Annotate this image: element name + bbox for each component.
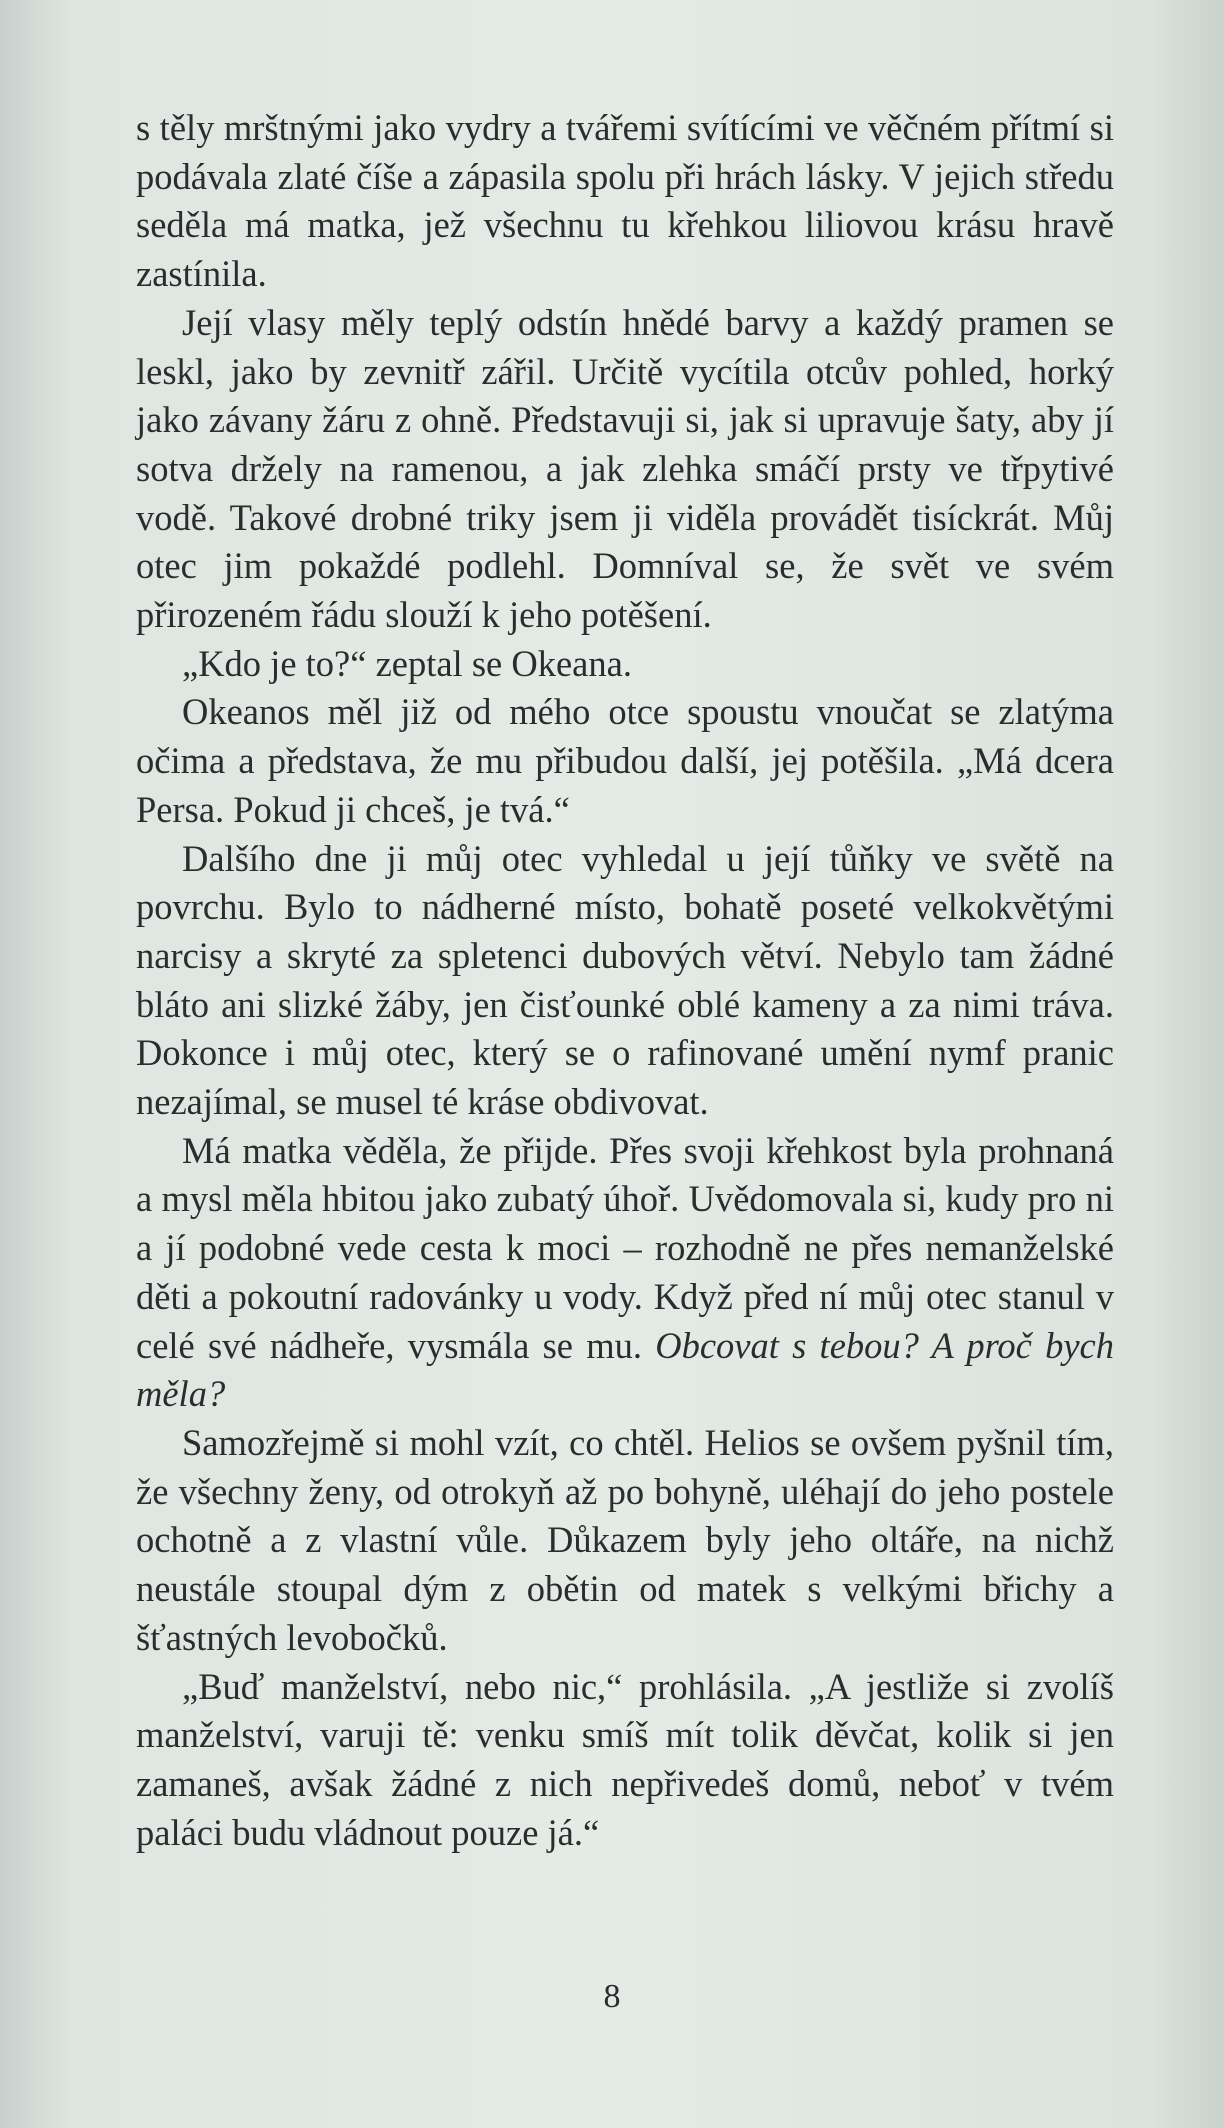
paragraph-7: Samozřejmě si mohl vzít, co chtěl. Helios se ovšem pyšnil tím, že všechny ženy, od otrokyň až po bohyně, uléhají do jeho postele ochotně a z vlastní vůle. Důkazem byly jeho oltáře, na nichž neustále stoupal dým z obětin od matek s velkými břichy a šťastných levobočků. — [136, 1421, 1114, 1658]
italic-phrase: Obcovat s tebou? A proč bych měla? — [136, 1324, 1115, 1415]
paragraph-5: Dalšího dne ji můj otec vyhledal u její tůňky ve světě na povrchu. Bylo to nádherné místo, bohatě poseté velkokvětými narcisy a skryté za spletenci dubových větví. Nebylo tam žádné bláto ani slizké žáby, jen čisťounké oblé kameny a za nimi tráva. Dokonce i můj otec, který se o rafinované umění nymf pranic nezajímal, se musel té kráse obdivovat. — [136, 837, 1114, 1123]
paragraph-6-text: Má matka věděla, že přijde. Přes svoji křehkost byla prohnaná a mysl měla hbitou jako zubatý úhoř. Uvědomovala si, kudy pro ni a jí podobné vede cesta k moci – rozhodně ne přes nemanželské děti a pokoutní radovánky u vody. Když před ní můj otec stanul v celé své nádheře, vysmála se mu. — [136, 1129, 1114, 1366]
paragraph-2: Její vlasy měly teplý odstín hnědé barvy a každý pramen se leskl, jako by zevnitř zářil. Určitě vycítila otcův pohled, horký jako závany žáru z ohně. Představuji si, jak si upravuje šaty, aby jí sotva držely na ramenou, a jak zlehka smáčí prsty ve třpytivé vodě. Takové drobné triky jsem ji viděla provádět tisíckrát. Můj otec jim pokaždé podlehl. Domníval se, že svět ve svém přirozeném řádu slouží k jeho potěšení. — [136, 301, 1114, 636]
paragraph-1: s těly mrštnými jako vydry a tvářemi svítícími ve věčném přítmí si podávala zlaté číše a zápasila spolu při hrách lásky. V jejich středu seděla má matka, jež všechnu tu křehkou liliovou krásu hravě zastínila. — [136, 107, 1114, 295]
body-text — [136, 104, 1114, 1857]
paragraph-8: „Buď manželství, nebo nic,“ prohlásila. „A jestliže si zvolíš manželství, varuji tě: venku smíš mít tolik děvčat, kolik si jen zamaneš, avšak žádné z nich nepřivedeš domů, neboť v tvém paláci budu vládnout pouze já.“ — [136, 1665, 1114, 1853]
paragraph-4: Okeanos měl již od mého otce spoustu vnoučat se zlatýma očima a představa, že mu přibudou další, jej potěšila. „Má dcera Persa. Pokud ji chceš, je tvá.“ — [136, 691, 1114, 830]
paragraph-3: „Kdo je to?“ zeptal se Okeana. — [182, 642, 632, 684]
paragraph-6 — [136, 1127, 1114, 1419]
page-number: 8 — [603, 1978, 621, 2015]
